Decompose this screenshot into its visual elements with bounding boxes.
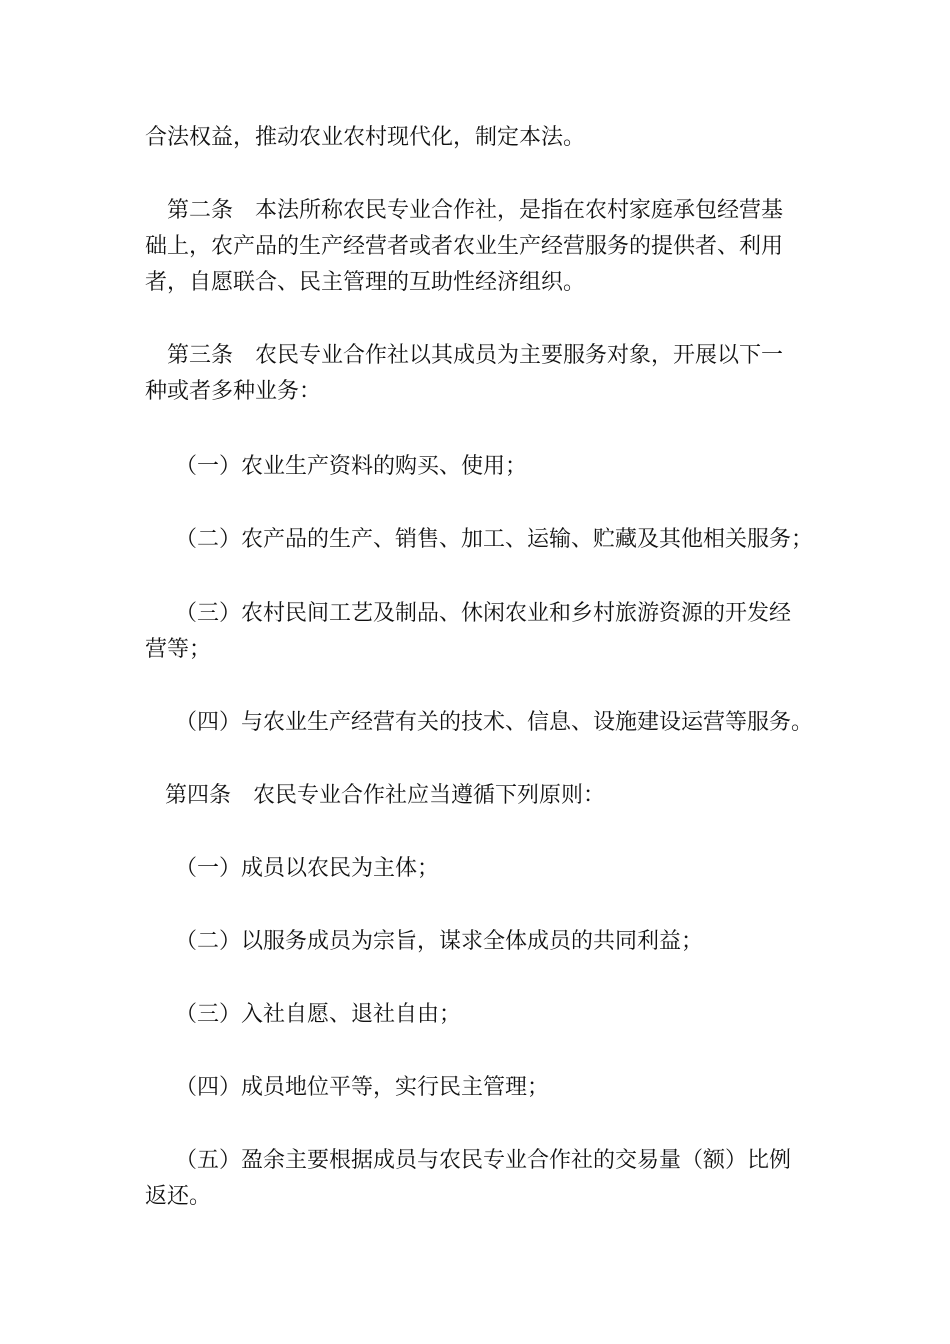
list-item: [145, 1143, 815, 1215]
article-4-text: 农民专业合作社应当遵循下列原则：: [253, 783, 606, 808]
paragraph-intro-tail: [145, 120, 815, 156]
list-item: [175, 705, 835, 741]
text-line: 返还。: [145, 1184, 212, 1209]
text-line: 营等；: [145, 637, 212, 662]
text-line: （二）农产品的生产、销售、加工、运输、贮藏及其他相关服务；: [175, 527, 814, 552]
list-item: [175, 522, 835, 558]
text-line: [145, 778, 815, 814]
article-4-label: 第四条: [165, 783, 232, 808]
list-item: [175, 997, 835, 1033]
text-line: 础上，农产品的生产经营者或者农业生产经营服务的提供者、利用: [145, 234, 784, 259]
article-2: [145, 193, 815, 301]
text-line: （四）与农业生产经营有关的技术、信息、设施建设运营等服务。: [175, 710, 814, 735]
text-line: [145, 338, 815, 374]
article-3: [145, 338, 815, 410]
text-line: （五）盈余主要根据成员与农民专业合作社的交易量（额）比例: [175, 1148, 792, 1173]
list-item: [175, 449, 835, 485]
article-4: [145, 778, 815, 814]
text-line: 种或者多种业务：: [145, 379, 322, 404]
text-line: （三）入社自愿、退社自由；: [175, 1002, 462, 1027]
list-item: [145, 596, 815, 668]
text-line: 合法权益，推动农业农村现代化，制定本法。: [145, 125, 586, 150]
text-line: 者，自愿联合、民主管理的互助性经济组织。: [145, 270, 586, 295]
text-line: [145, 193, 815, 229]
text-line: （二）以服务成员为宗旨，谋求全体成员的共同利益；: [175, 929, 704, 954]
text-line: （一）成员以农民为主体；: [175, 856, 440, 881]
article-3-text: 农民专业合作社以其成员为主要服务对象，开展以下一: [255, 343, 784, 368]
list-item: [175, 924, 835, 960]
list-item: [175, 851, 835, 887]
text-line: （四）成员地位平等，实行民主管理；: [175, 1075, 550, 1100]
article-2-label: 第二条: [167, 198, 234, 223]
text-line: （一）农业生产资料的购买、使用；: [175, 454, 528, 479]
article-2-text: 本法所称农民专业合作社，是指在农村家庭承包经营基: [255, 198, 784, 223]
list-item: [175, 1070, 835, 1106]
text-line: （三）农村民间工艺及制品、休闲农业和乡村旅游资源的开发经: [175, 601, 792, 626]
article-3-label: 第三条: [167, 343, 234, 368]
